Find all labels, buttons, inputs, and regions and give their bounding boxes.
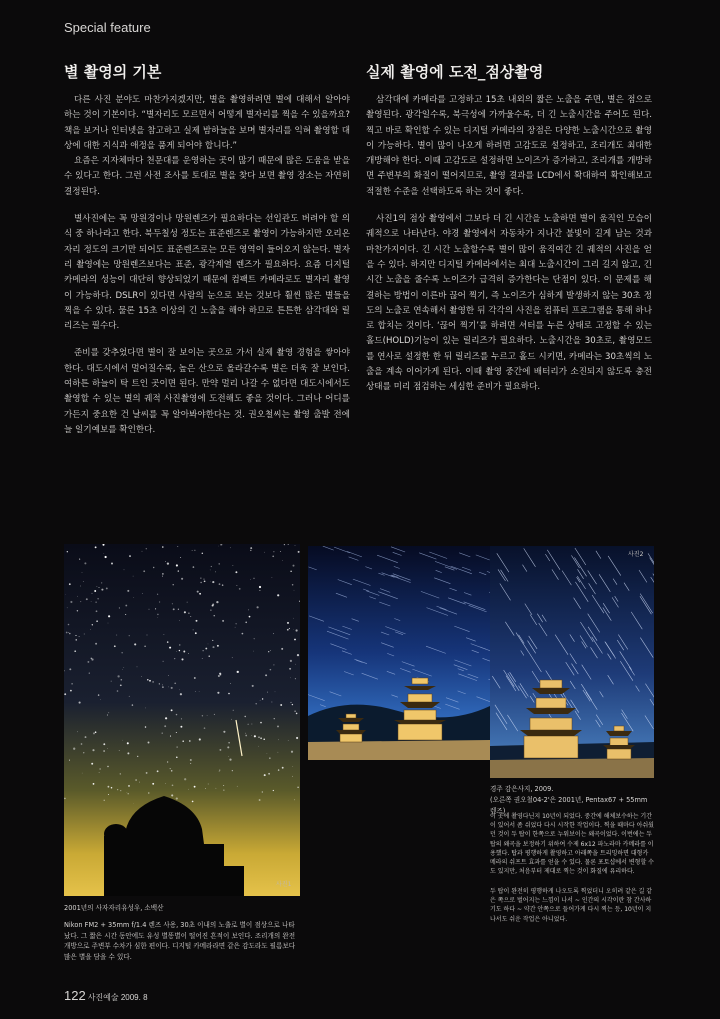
left-article-title: 별 촬영의 기본	[64, 63, 162, 81]
photo1-caption-body: Nikon FM2 + 35mm f/1.4 렌즈 사용, 30초 이내의 노출로 별이 점상으로 나타났다. 그 짧은 시간 동안에도 유성 별똥별이 떨어진 흔적이 보인다. 조리개의 완전개방으로 주변부 수차가 심한 편이다. 디지털 카메라라면 같은 감도라도 필름보다 많은 별을 담을 수 있다.	[64, 921, 296, 961]
left-paragraph-3: 별사진에는 꼭 망원경이나 망원렌즈가 필요하다는 선입관도 버려야 할 의식 중 하나라고 한다. 북두칠성 정도는 표준렌즈로 촬영이 가능하지만 오리온자리 정도의 크기만 되어도 표준렌즈로는 모든 영역이 들어오지 않는다. 별자리 촬영에는 망원렌즈보다는 표준, 광각계열 렌즈가 필요하다. 요즘 디지털 카메라의 성능이 대단히 향상되었기 때문에 컴팩트 카메라로도 별자리 촬영이 가능하다. DSLR이 있다면 사람의 눈으로 보는 것보다 훨씬 많은 별들을 찍을 수 있다. 물론 15초 이상의 긴 노출을 해야 하므로 튼튼한 삼각대와 릴리즈는 필수다.	[64, 214, 350, 332]
pagoda-panorama-image	[308, 546, 490, 760]
left-paragraph-1: 다른 사진 분야도 마찬가지겠지만, 별을 촬영하려면 별에 대해서 알아야 하는 것이 기본이다. “별자리도 모르면서 어떻게 별자리를 찍을 수 있을까요? 책을 보거나 인터넷을 참고하고 실제 밤하늘을 보며 별자리를 익혀 촬영할 대상에 대한 지식과 애정을 품게 되어야 합니다.”	[64, 95, 350, 151]
photo-pagoda-startrails	[490, 546, 654, 778]
right-paragraph-1: 삼각대에 카메라를 고정하고 15초 내외의 짧은 노출을 주면, 별은 점으로 촬영된다. 광각일수록, 북극성에 가까울수록, 더 긴 노출시간을 주어도 된다. 찍고 바로 확인할 수 있는 디지털 카메라의 장점은 다양한 노출시간으로 촬영이 가능하다. 별이 많이 나오게 하려면 고감도로 설정하고, 조리개도 최대한 개방해야 한다. 이때 고감도로 설정하면 노이즈가 증가하고, 조리개를 개방하면 주변부의 화질이 떨어지므로, 촬영 결과를 LCD에서 확대하여 확인해보고 적절한 수준을 선택하도록 하는 것이 좋다.	[366, 95, 652, 197]
left-article	[64, 63, 350, 438]
right-paragraph-2: 사진1의 점상 촬영에서 그보다 더 긴 시간을 노출하면 별이 움직인 모습이 궤적으로 나타난다. 야경 촬영에서 자동차가 지나간 불빛이 길게 남는 것과 마찬가지이다. 긴 시간 노출할수록 별이 많이 움직여간 긴 궤적의 사진을 얻을 수 있다. 하지만 디지털 카메라에서는 최대 노출시간이 그리 길지 않고, 긴 시간 노출을 줄수록 노이즈가 급격히 증가한다는 단점이 있다. 이 문제를 해결하는 방법이 이른바 끊어 찍기, 즉 노이즈가 심하게 발생하지 않는 30초 정도의 노출로 연속해서 촬영한 뒤 각각의 사진을 컴퓨터 프로그램을 통해 하나로 합치는 것이다. ‘끊어 찍기’를 하려면 셔터를 누른 상태로 고정할 수 있는 홀드(HOLD)기능이 있는 릴리즈가 필요하다. 노출시간을 30초로, 촬영모드를 연사로 설정한 한 뒤 릴리즈를 누르고 홀드 시키면, 카메라는 30초씩의 노출을 계속 이어가게 된다. 이때 촬영 중간에 배터리가 소진되지 않도록 충전 상태를 미리 점검하는 세심한 준비가 필요하다.	[366, 214, 652, 393]
observatory-starfield-image	[64, 544, 300, 896]
page-footer	[64, 988, 148, 1003]
magazine-name: 사진예술 2009. 8	[87, 993, 148, 1002]
right-article	[366, 63, 652, 396]
photo-pagoda-panorama	[308, 546, 490, 760]
photo2-caption-title: 경주 감은사지, 2009.	[490, 785, 554, 793]
photo2-caption-p2: 두 탑이 완전히 평행하게 나오도록 찍었더니 오히려 같은 길 같은 쪽으로 벌어지는 느낌이 나서 ~ 인간의 시각이란 참 간사하기도 하다 ~ 약간 안쪽으로 들어가게 다시 찍는 등, 10년이 지나서도 쉬운 작업은 아니었다.	[490, 888, 653, 923]
photo1-caption-title: 2001년의 사자자리유성우, 소백산	[64, 904, 164, 912]
section-header: Special feature	[64, 20, 151, 35]
photo2-caption-sub: (오른쪽 권오철04-2'은 2001년, Pentax67 + 55mm 렌즈)	[490, 796, 648, 815]
left-paragraph-4: 준비를 갖추었다면 별이 잘 보이는 곳으로 가서 실제 촬영 경험을 쌓아야 한다. 대도시에서 멀어질수록, 높은 산으로 올라갈수록 별은 더욱 잘 보인다. 여하튼 하늘이 탁 트인 곳이면 된다. 만약 멀리 나갈 수 없다면 대도시에서도 촬영할 수 있는 별의 궤적 사진촬영에 도전해도 좋을 것이다. 그러나 어디를 가든지 중요한 건 날씨를 꼭 알아봐야한다는 것. 권오철씨는 촬영 출발 전에 늘 일기예보를 확인한다.	[64, 348, 350, 435]
photo-observatory-starfield	[64, 544, 300, 896]
photo2-caption-p1: 이 곳에 촬영다닌지 10년이 되었다. 중간에 해체보수하는 기간이 있어서 좀 쉬었다 다시 시작한 작업이다. 찍을 때마다 아쉬웠던 것이 두 탑이 한쪽으로 누워보이는 왜곡이었다. 이번에는 두 탑의 왜곡을 보정하기 위하여 수제 6x12 파노라마 카메라를 이용했다. 탑과 평행하게 촬영하고 아래쪽을 트리밍하면 대형카메라의 쉬프트 효과를 얻을 수 있다. 물론 포토샵에서 변형할 수도 있지만, 처음부터 제대로 찍는 것이 화질에 유리하다.	[490, 813, 654, 876]
right-article-title: 실제 촬영에 도전_점상촬영	[366, 63, 544, 81]
photo1-label: 사진1	[276, 881, 292, 888]
page-number: 122	[64, 988, 86, 1003]
pagoda-startrails-image	[490, 546, 654, 778]
left-paragraph-2: 요즘은 지자체마다 천문대를 운영하는 곳이 많기 때문에 많은 도움을 받을 수 있다고 한다. 그런 사전 조사를 토대로 별을 찾다 보면 촬영 장소는 자연히 결정된다.	[64, 156, 350, 197]
photo2-label: 사진2	[628, 551, 644, 558]
